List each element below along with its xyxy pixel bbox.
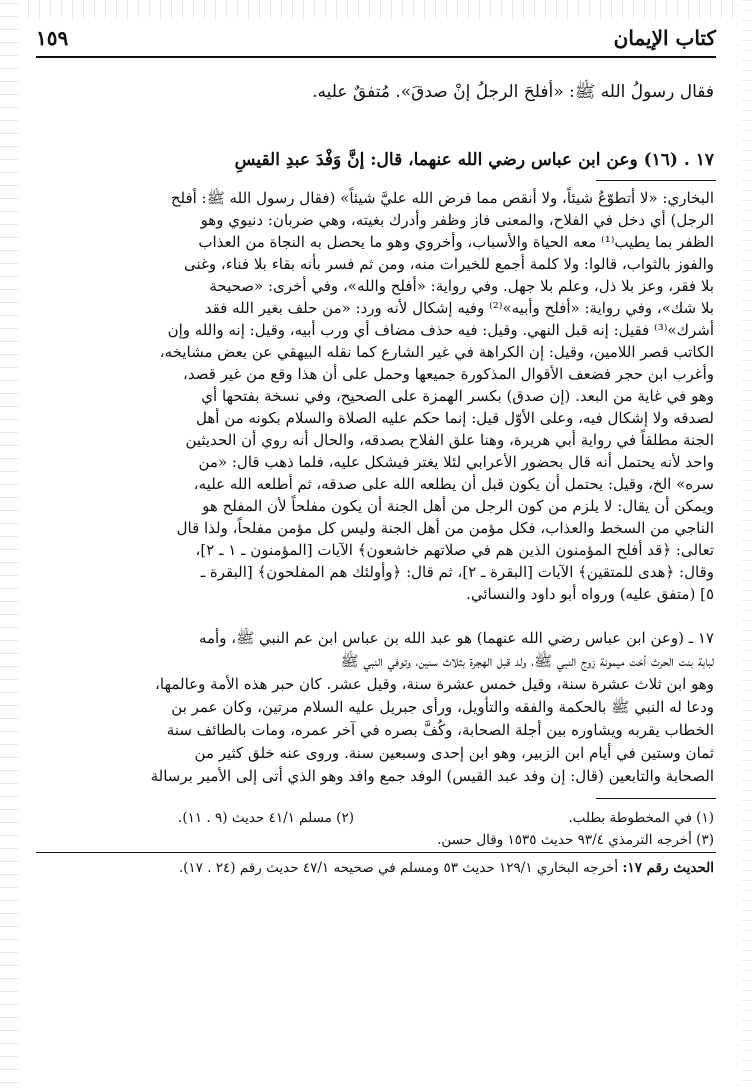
- commentary-line: سره» الخ، وقيل: يحتمل أن يكون قبل أن يطلعه الله على صدقه، ثم أطلعه الله عليه،: [193, 475, 714, 493]
- commentary-line: والفوز بالثواب، قالوا: ولا كلمة أجمع للخيرات منه، ومن ثم فسر بأنه بقاء بلا فناء، وغنى: [184, 255, 714, 273]
- commentary-line: واحد لأنه يحتمل أنه قال بحضور الأعرابي لئلا يغتر فيشكل عليه، فلما ذهب قال: «من: [198, 453, 714, 471]
- commentary-line: ودعا له النبي ﷺ بالحكمة والفقه والتأويل، ورأى جبريل عليه السلام مرتين، وكان عمر بن: [171, 698, 714, 716]
- commentary-line: الجنة مطلقاً في رواية أبي هريرة، وهنا علق الفلاح بصدقه، والحال أنه روي أن الحديثين: [185, 431, 714, 449]
- hadith-heading: ١٧ . (١٦) وعن ابن عباس رضي الله عنهما، قال: إنَّ وَفْدَ عبدِ القيسِ: [234, 150, 714, 170]
- footnote-1: (١) في المخطوطة بطلب.: [568, 810, 714, 826]
- commentary-line: البخاري: «لا أتطوّعُ شيئاً، ولا أنقص مما فرض الله عليَّ شيئاً» (فقال رسول الله ﷺ: أفلح: [170, 189, 714, 207]
- hadith-text-line: فقال رسولُ الله ﷺ: «أفلحَ الرجلُ إنْ صدقَ». مُتفقٌ عليه.: [312, 82, 714, 102]
- commentary-line: الناجي من السخط والعذاب، فكل مؤمن من أهل الجنة وليس كل مؤمن مفلحاً، ولذا قال: [176, 519, 714, 537]
- commentary-line: الصحابة والتابعين (قال: إن وفد عبد القيس) الوفد جمع وافد وهو الذي أتى إلى الأمير برسالة: [150, 767, 714, 785]
- hadith-separator-rule: [596, 180, 716, 181]
- page-edge-top: [0, 0, 752, 18]
- commentary-line: تعالى: ﴿قد أفلح المؤمنون الذين هم في صلاتهم خاشعون﴾ الآيات [المؤمنون ـ ١ ـ ٢]،: [195, 541, 714, 559]
- commentary-line: الظفر بما يطيب⁽¹⁾ معه الحياة والأسباب، وأخروي وهو ما يحصل به النجاة من العذاب: [198, 233, 714, 251]
- commentary-line: وهو ابن ثلاث عشرة سنة، وقيل خمس عشرة سنة، وقيل عشر. كان حبر هذه الأمة وعالمها،: [155, 675, 714, 693]
- footnote-2: (٢) مسلم ٤١/١ حديث (٩ . ١١).: [178, 810, 354, 826]
- commentary-line: وقال: ﴿هدى للمتقين﴾ الآيات [البقرة ـ ٢]، ثم قال: ﴿وأولئك هم المفلحون﴾ [البقرة ـ: [200, 563, 714, 581]
- commentary-line: أشرك»⁽³⁾ فقيل: إنه قبل النهي. وقيل: فيه حذف مضاف أي ورب أبيه، وقيل: إنه والله وإن: [167, 321, 714, 339]
- commentary-line: الكاتب قصر اللامين، وقيل: إن الكراهة في غير الشارع كما نقله البيهقي عن بعض مشايخه،: [159, 343, 714, 361]
- takhrij-separator-rule: [36, 852, 716, 853]
- commentary-line: الخطاب يقربه ويشاوره بين أجلة الصحابة، وكُفَّ بصره في آخر عمره، ومات بالطائف سنة: [166, 721, 714, 739]
- commentary-line: ثمان وستين في أيام ابن الزبير، وهو ابن إحدى وسبعين سنة. وروى عنه خلق كثير من: [194, 744, 714, 762]
- commentary-line: وهو في غاية من البعد. (إن صدق) بكسر الهمزة على الصحيح، وفي نسخة بفتحها أي: [201, 387, 714, 405]
- page-number: ١٥٩: [36, 26, 69, 50]
- footnote-3: (٣) أخرجه الترمذي ٩٣/٤ حديث ١٥٣٥ وقال حسن.: [437, 832, 714, 848]
- commentary-line: ويمكن أن يقال: لا يلزم من كون الرجل من أهل الجنة أن يكون مفلحاً لأن المفلح هو: [202, 497, 714, 515]
- commentary-line: الرجل) أي دخل في الفلاح، والمعنى فاز وظفر وأدرك بغيته، وهي ضربان: دنيوي وهو: [200, 211, 714, 229]
- footnote-separator-rule: [596, 798, 716, 799]
- commentary-line: بلا شك»، وفي رواية: «أفلح وأبيه»⁽²⁾ وفيه إشكال لأنه ورد: «من حلف بغير الله فقد: [204, 299, 714, 317]
- commentary-line: ١٧ ـ (وعن ابن عباس رضي الله عنهما) هو عبد الله بن عباس ابن عم النبي ﷺ، وأمه: [198, 629, 714, 647]
- page-header: [36, 26, 716, 58]
- page-edge-left: [0, 0, 18, 1090]
- commentary-line: وأغرب ابن حجر فضعف الأقوال المذكورة جميعها وحمل على أن هذا وقع من غير قصد،: [182, 365, 714, 383]
- page-edge-right: [742, 0, 752, 1090]
- takhrij-text: أخرجه البخاري ١٢٩/١ حديث ٥٣ ومسلم في صحيحه ٤٧/١ حديث رقم (٢٤ . ١٧).: [178, 860, 619, 876]
- takhrij-label: الحديث رقم ١٧:: [622, 860, 714, 876]
- commentary-line: ٥] (متفق عليه) ورواه أبو داود والنسائي.: [466, 585, 714, 603]
- page-title: كتاب الإيمان: [613, 26, 716, 50]
- commentary-line: بلا فقر، وعز بلا ذل، وعلم بلا جهل. وفي رواية: «أفلح والله»، وفي أخرى: «صحيحة: [209, 277, 714, 295]
- commentary-line: لصدقه ولا إشكال فيه، وعلى الأوّل قيل: إنما حكم عليه الصلاة والسلام بكونه من أهل: [196, 409, 714, 427]
- takhrij-row: [36, 858, 714, 878]
- commentary-line: لبابة بنت الحرث أخت ميمونة زوج النبي ﷺ، ولد قبل الهجرة بثلاث سنين، وتوفي النبي ﷺ: [340, 652, 714, 670]
